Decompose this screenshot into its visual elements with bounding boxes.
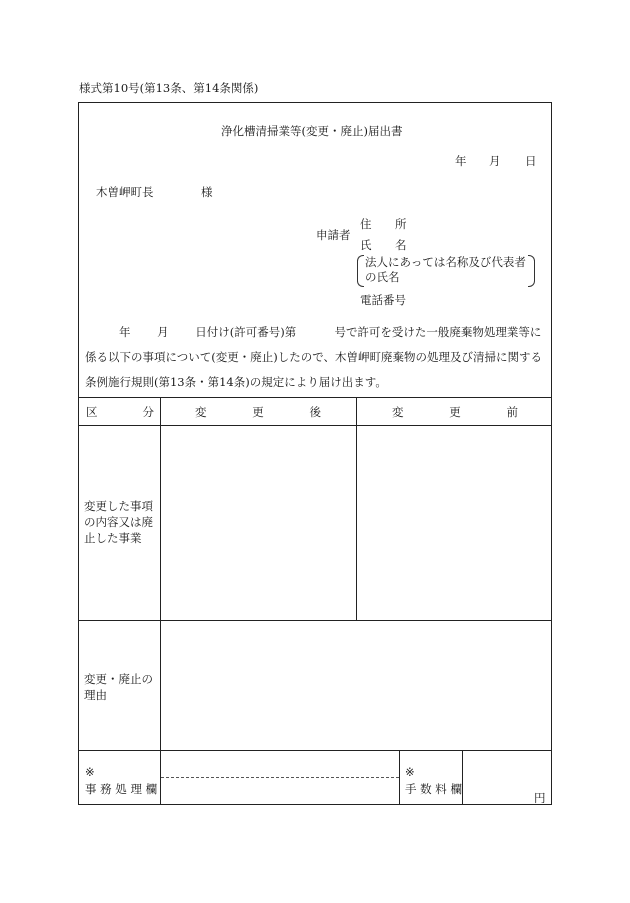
name-label-a: 氏 bbox=[360, 238, 372, 252]
addressee-honorific: 様 bbox=[201, 185, 213, 199]
header-before bbox=[392, 404, 518, 420]
header-before-char: 更 bbox=[449, 405, 461, 419]
phone-label: 電話番号 bbox=[360, 293, 406, 307]
header-after-char: 変 bbox=[195, 405, 207, 419]
header-category-char: 分 bbox=[142, 405, 154, 419]
form-caption: 様式第10号(第13条、第14条関係) bbox=[79, 81, 259, 95]
statement-line-3: 条例施行規則(第13条・第14条)の規定により届け出ます。 bbox=[85, 375, 387, 389]
category-column-divider bbox=[160, 397, 161, 805]
corporation-note-bracket bbox=[357, 255, 535, 287]
after-before-divider bbox=[356, 397, 357, 620]
address-label-a: 住 bbox=[360, 217, 372, 231]
header-category bbox=[86, 404, 154, 420]
header-category-char: 区 bbox=[86, 405, 98, 419]
form-title: 浄化槽清掃業等(変更・廃止)届出書 bbox=[221, 124, 403, 138]
date-month-label: 月 bbox=[489, 154, 501, 168]
yen-unit: 円 bbox=[534, 791, 546, 805]
row2-bottom-border bbox=[78, 750, 552, 751]
header-after-char: 更 bbox=[252, 405, 264, 419]
changed-items-label: 変更した事項の内容又は廃止した事業 bbox=[84, 499, 153, 545]
corporation-note: 法人にあっては名称及び代表者の氏名 bbox=[365, 255, 526, 284]
office-dashed-line bbox=[161, 777, 399, 778]
office-fee-divider bbox=[399, 750, 400, 805]
before-change-field[interactable] bbox=[358, 427, 550, 618]
row1-bottom-border bbox=[78, 620, 552, 621]
reason-field[interactable] bbox=[162, 622, 550, 748]
fee-mark: ※ bbox=[405, 765, 415, 779]
date-day-label: 日 bbox=[525, 154, 537, 168]
table-top-border bbox=[78, 397, 552, 398]
header-after-char: 後 bbox=[309, 405, 321, 419]
change-reason-label: 変更・廃止の理由 bbox=[84, 672, 153, 702]
office-use-mark: ※ bbox=[85, 765, 95, 779]
statement-line-2: 係る以下の事項について(変更・廃止)したので、木曽岬町廃棄物の処理及び清掃に関する bbox=[85, 350, 543, 364]
office-use-label: 事 務 処 理 欄 bbox=[85, 782, 158, 796]
header-before-char: 変 bbox=[392, 405, 404, 419]
header-after bbox=[195, 404, 321, 420]
fee-label: 手 数 料 欄 bbox=[405, 782, 462, 796]
addressee-name: 木曽岬町長 bbox=[96, 185, 154, 199]
applicant-label: 申請者 bbox=[316, 228, 351, 242]
after-change-field[interactable] bbox=[162, 427, 354, 618]
statement-text bbox=[85, 320, 547, 395]
address-label-b: 所 bbox=[395, 217, 407, 231]
name-label-b: 名 bbox=[395, 238, 407, 252]
header-bottom-border bbox=[78, 425, 552, 426]
statement-line-1: 年 月 日付け(許可番号)第 号で許可を受けた一般廃棄物処理業等に bbox=[119, 325, 542, 339]
header-before-char: 前 bbox=[506, 405, 518, 419]
left-bracket bbox=[357, 255, 364, 287]
date-year-label: 年 bbox=[455, 154, 467, 168]
